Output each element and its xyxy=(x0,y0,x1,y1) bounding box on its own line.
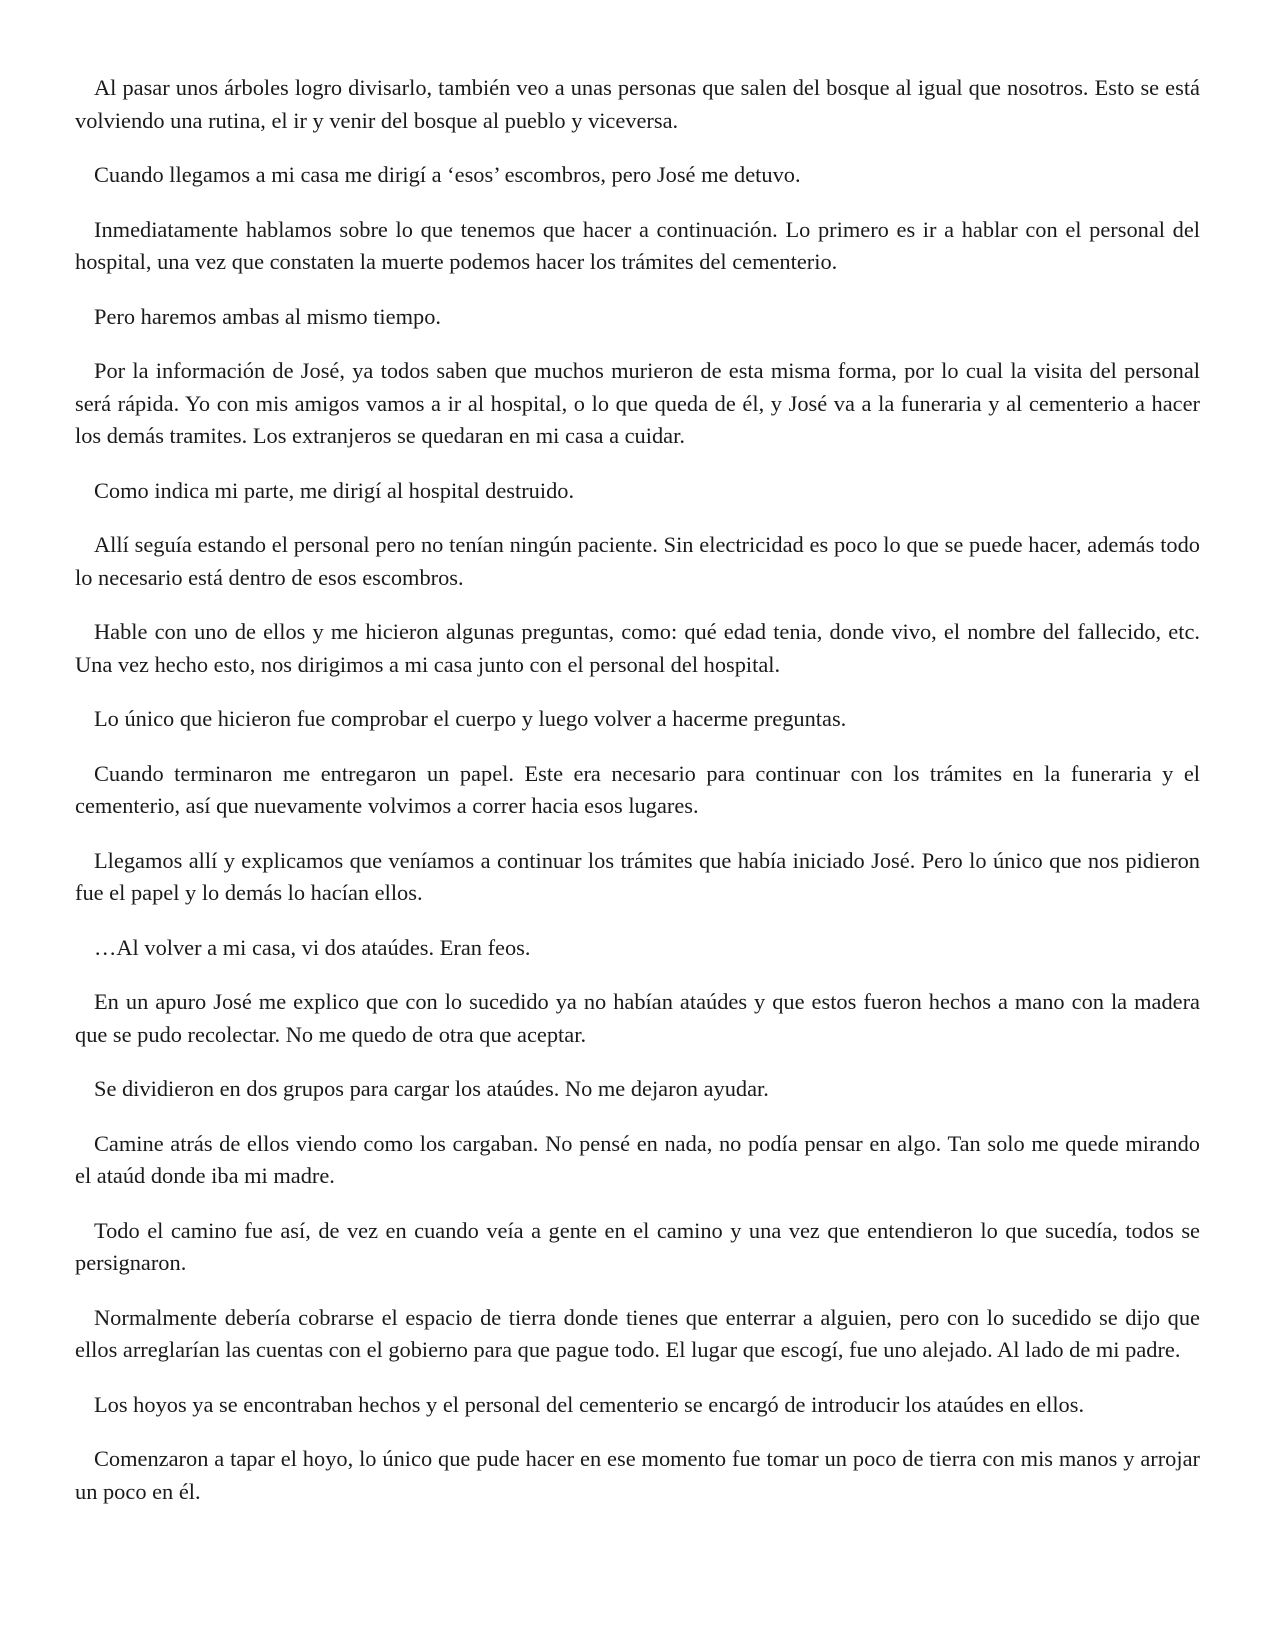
paragraph: Todo el camino fue así, de vez en cuando veía a gente en el camino y una vez que entendieron lo que sucedía, todos se persignaron. xyxy=(75,1217,1200,1275)
paragraph: Se dividieron en dos grupos para cargar los ataúdes. No me dejaron ayudar. xyxy=(94,1076,769,1101)
paragraph: Cuando terminaron me entregaron un papel. Este era necesario para continuar con los trámites en la funeraria y el cementerio, así que nuevamente volvimos a correr hacia esos lugares. xyxy=(75,760,1200,818)
paragraph: Pero haremos ambas al mismo tiempo. xyxy=(94,303,441,329)
paragraph: …Al volver a mi casa, vi dos ataúdes. Eran feos. xyxy=(94,934,531,960)
paragraph: Por la información de José, ya todos saben que muchos murieron de esta misma forma, por lo cual la visita del personal será rápida. Yo con mis amigos vamos a ir al hospital, o lo que queda de él, y José va a la funeraria y al cementerio a hacer los demás tramites. Los extranjeros se quedaran en mi casa a cuidar. xyxy=(75,358,1200,448)
paragraph: Comenzaron a tapar el hoyo, lo único que pude hacer en ese momento fue tomar un poco de tierra con mis manos y arrojar un poco en él. xyxy=(75,1446,1200,1504)
paragraph: Allí seguía estando el personal pero no tenían ningún paciente. Sin electricidad es poco lo que se puede hacer, además todo lo necesario está dentro de esos escombros. xyxy=(75,532,1200,590)
paragraph: Camine atrás de ellos viendo como los cargaban. No pensé en nada, no podía pensar en algo. Tan solo me quede mirando el ataúd donde iba mi madre. xyxy=(75,1130,1200,1188)
document-body xyxy=(75,72,1200,1508)
paragraph: Inmediatamente hablamos sobre lo que tenemos que hacer a continuación. Lo primero es ir a hablar con el personal del hospital, una vez que constaten la muerte podemos hacer los trámites del cementerio. xyxy=(75,216,1200,274)
paragraph: Los hoyos ya se encontraban hechos y el personal del cementerio se encargó de introducir los ataúdes en ellos. xyxy=(94,1391,1085,1417)
paragraph: Normalmente debería cobrarse el espacio de tierra donde tienes que enterrar a alguien, pero con lo sucedido se dijo que ellos arreglarían las cuentas con el gobierno para que pague todo. El lugar que escogí, fue uno alejado. Al lado de mi padre. xyxy=(75,1304,1200,1362)
paragraph: Al pasar unos árboles logro divisarlo, también veo a unas personas que salen del bosque al igual que nosotros. Esto se está volviendo una rutina, el ir y venir del bosque al pueblo y viceversa. xyxy=(75,75,1200,133)
paragraph: Lo único que hicieron fue comprobar el cuerpo y luego volver a hacerme preguntas. xyxy=(94,706,847,731)
paragraph: Cuando llegamos a mi casa me dirigí a ‘esos’ escombros, pero José me detuvo. xyxy=(94,162,801,187)
paragraph: Hable con uno de ellos y me hicieron algunas preguntas, como: qué edad tenia, donde vivo, el nombre del fallecido, etc. Una vez hecho esto, nos dirigimos a mi casa junto con el personal del hospital. xyxy=(75,619,1200,677)
paragraph: En un apuro José me explico que con lo sucedido ya no habían ataúdes y que estos fueron hechos a mano con la madera que se pudo recolectar. No me quedo de otra que aceptar. xyxy=(75,989,1200,1047)
paragraph: Llegamos allí y explicamos que veníamos a continuar los trámites que había iniciado José. Pero lo único que nos pidieron fue el papel y lo demás lo hacían ellos. xyxy=(75,847,1200,905)
paragraph: Como indica mi parte, me dirigí al hospital destruido. xyxy=(94,477,575,503)
